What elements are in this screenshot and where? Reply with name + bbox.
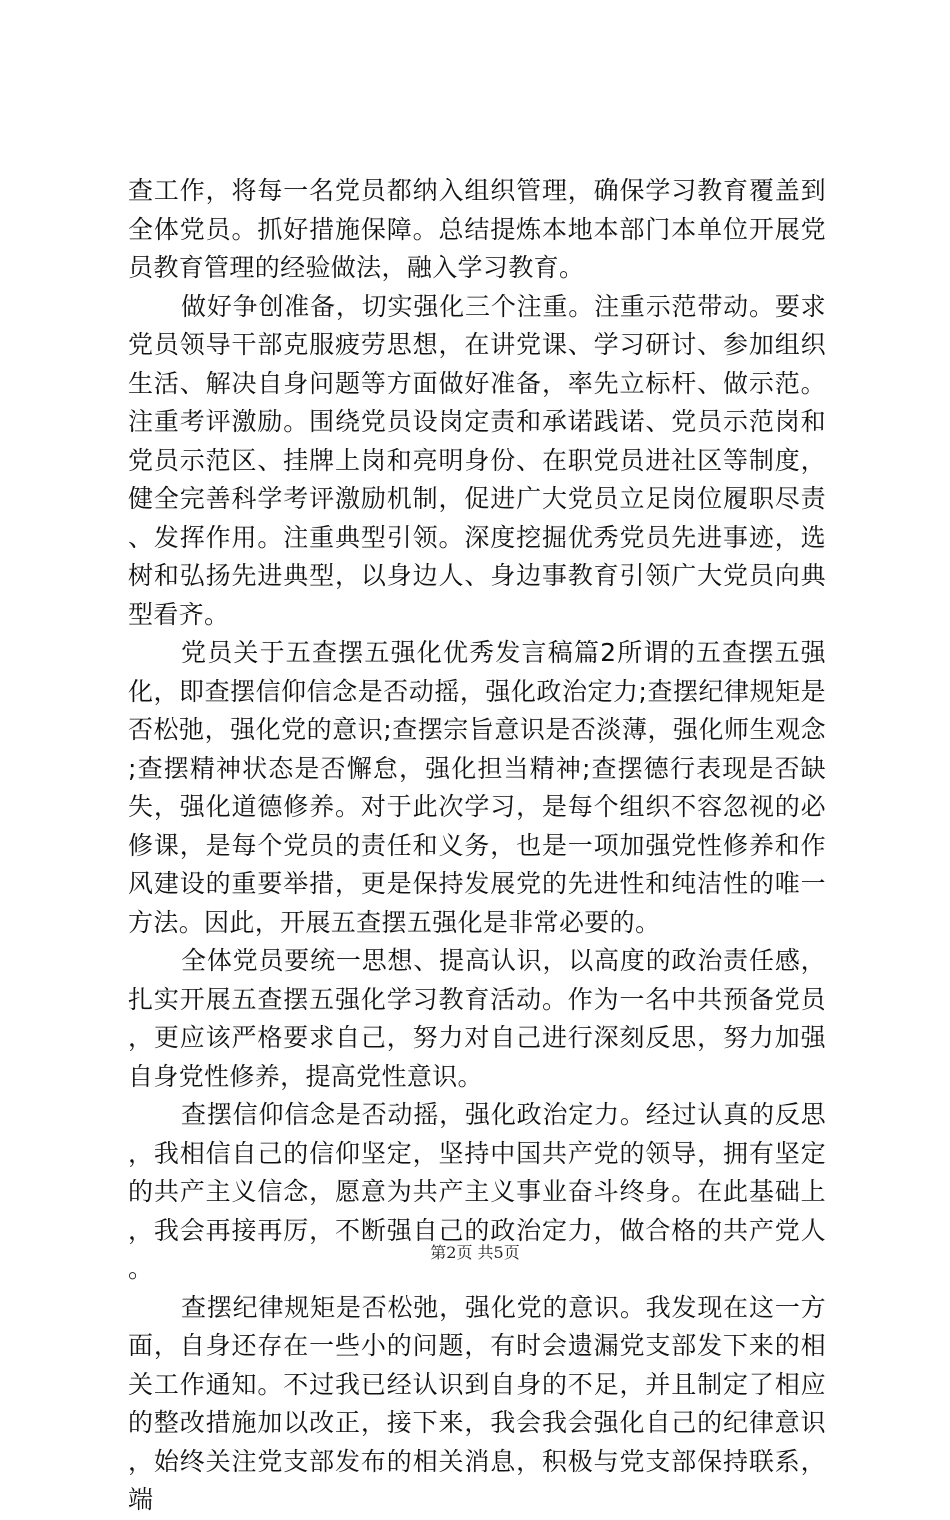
document-body [128, 172, 826, 1520]
paragraph-4: 全体党员要统一思想、提高认识，以高度的政治责任感，扎实开展五查摆五强化学习教育活动。作为一名中共预备党员，更应该严格要求自己，努力对自己进行深刻反思，努力加强自身党性修养，提高党性意识。 [128, 946, 826, 1091]
paragraph-5: 查摆信仰信念是否动摇，强化政治定力。经过认真的反思，我相信自己的信仰坚定，坚持中国共产党的领导，拥有坚定的共产主义信念，愿意为共产主义事业奋斗终身。在此基础上，我会再接再厉，不断强自己的政治定力，做合格的共产党人。 [128, 1100, 826, 1283]
paragraph-3: 党员关于五查摆五强化优秀发言稿篇2所谓的五查摆五强化，即查摆信仰信念是否动摇，强化政治定力;查摆纪律规矩是否松弛，强化党的意识;查摆宗旨意识是否淡薄，强化师生观念;查摆精神状态是否懈怠，强化担当精神;查摆德行表现是否缺失，强化道德修养。对于此次学习，是每个组织不容忽视的必修课，是每个党员的责任和义务，也是一项加强党性修养和作风建设的重要举措，更是保持发展党的先进性和纯洁性的唯一方法。因此，开展五查摆五强化是非常必要的。 [128, 638, 826, 937]
paragraph-1: 查工作，将每一名党员都纳入组织管理，确保学习教育覆盖到全体党员。抓好措施保障。总结提炼本地本部门本单位开展党员教育管理的经验做法，融入学习教育。 [128, 176, 826, 282]
paragraph-6: 查摆纪律规矩是否松弛，强化党的意识。我发现在这一方面，自身还存在一些小的问题，有时会遗漏党支部发下来的相关工作通知。不过我已经认识到自身的不足，并且制定了相应的整改措施加以改正，接下来，我会我会强化自己的纪律意识，始终关注党支部发布的相关消息，积极与党支部保持联系，端 [128, 1292, 826, 1514]
page-footer: 第2页 共5页 [430, 1243, 520, 1262]
paragraph-2: 做好争创准备，切实强化三个注重。注重示范带动。要求党员领导干部克服疲劳思想，在讲党课、学习研讨、参加组织生活、解决自身问题等方面做好准备，率先立标杆、做示范。注重考评激励。围绕党员设岗定责和承诺践诺、党员示范岗和党员示范区、挂牌上岗和亮明身份、在职党员进社区等制度，健全完善科学考评激励机制，促进广大党员立足岗位履职尽责、发挥作用。注重典型引领。深度挖掘优秀党员先进事迹，选树和弘扬先进典型，以身边人、身边事教育引领广大党员向典型看齐。 [128, 291, 826, 629]
